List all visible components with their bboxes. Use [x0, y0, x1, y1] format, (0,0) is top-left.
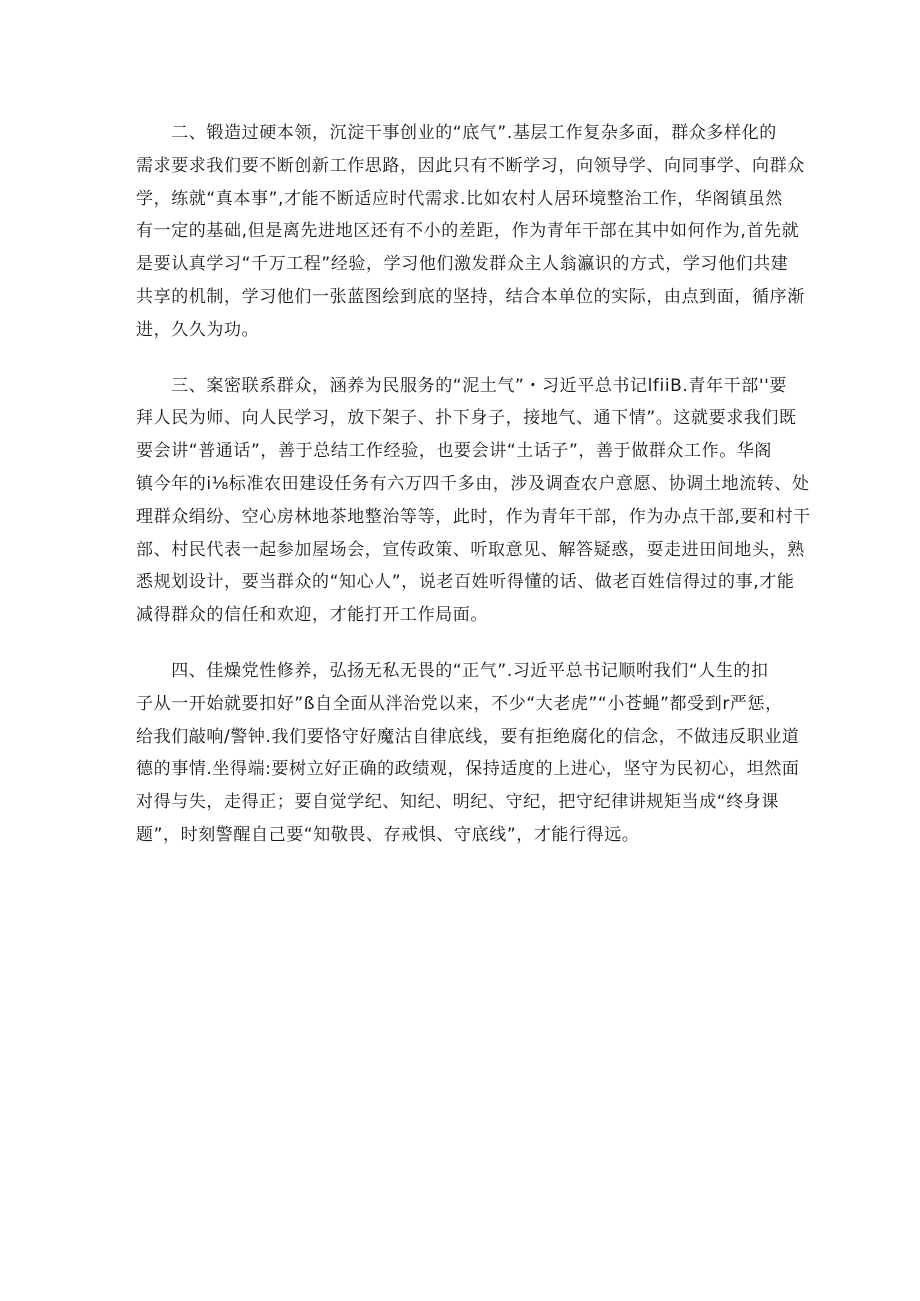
- text-line: 子从一开始就要扣好”ß自全面从泮治党以来，不少“大老虎”“小苍蝇”都受到r严惩，: [136, 693, 783, 714]
- text-line: 是要认真学习“千万工程”经验，学习他们激发群众主人翁瀛识的方式，学习他们共建: [136, 254, 789, 275]
- paragraph-4: [136, 655, 800, 852]
- text-line: 二、锻造过硬本领，沉淀干事创业的“底气”.基层工作复杂多面，群众多样化的: [136, 123, 777, 143]
- text-line: 四、佳燥党性修养，弘扬无私无畏的“正气”.习近平总书记顺咐我们“人生的扣: [136, 660, 769, 681]
- text-line: 部、村民代表一起参加屋场会，宣传政策、听取意见、解答疑惑，耍走进田间地头，熟: [136, 539, 805, 560]
- text-line: 德的事情.坐得端:要树立好正确的政绩观，保持适度的上进心，坚守为民初心，坦然面: [136, 759, 800, 780]
- text-line: 镇今年的i⅛标准农田建设任务有六万四千多由，涉及调查农户意愿、协调土地流转、处: [136, 473, 810, 494]
- text-line: 学，练就“真本事”,才能不断适应时代需求.比如农村人居环境整治工作，华阁镇虽然: [136, 188, 783, 209]
- text-line: 共享的机制，学习他们一张蓝图绘到底的坚持，结合本单位的实际，由点到面，循序渐: [136, 286, 805, 307]
- text-line: 进，久久为功。: [136, 319, 260, 340]
- paragraph-2: [136, 117, 805, 347]
- paragraph-3: [136, 370, 811, 632]
- text-line: 对得与失，走得正；要自觉学纪、知纪、明纪、守纪，把守纪律讲规矩当成“终身课: [136, 792, 780, 813]
- text-line: 要会讲“普通话”，善于总结工作经验，也要会讲“土话子”，善于做群众工作。华阁: [136, 441, 773, 462]
- text-line: 理群众绢纷、空心房林地茶地整治等等，此时，作为青年干部，作为办点干部,要和村干: [136, 506, 811, 527]
- text-line: 给我们敲响/警钟.我们要恪守好魔沽自律底线，要有拒绝腐化的信念，不做违反职业道: [136, 726, 800, 747]
- text-line: 悉规划设计，要当群众的“知心人”，说老百姓听得懂的话、做老百姓信得过的事,才能: [136, 572, 795, 593]
- text-line: 题”，时刻警醒自己要“知敬畏、存戒惧、守底线”，才能行得远。: [136, 824, 640, 845]
- document-body: [136, 117, 811, 875]
- text-line: 减得群众的信任和欢迎，才能打开工作局面。: [136, 605, 488, 626]
- text-line: 需求要求我们要不断创新工作思路，因此只有不断学习，向领导学、向同事学、向群众: [136, 155, 805, 176]
- text-line: 拜人民为师、向人民学习，放下架子、扑下身子，接地气、通下情”。这就要求我们既: [136, 408, 797, 429]
- text-line: 有一定的基础,但是离先进地区还有不小的差距，作为青年干部在其中如何作为,首先就: [136, 221, 800, 242]
- text-line: 三、案密联系群众，涵养为民服务的“泥土气”・习近平总书记lfiiB.青年干部''要: [136, 375, 787, 396]
